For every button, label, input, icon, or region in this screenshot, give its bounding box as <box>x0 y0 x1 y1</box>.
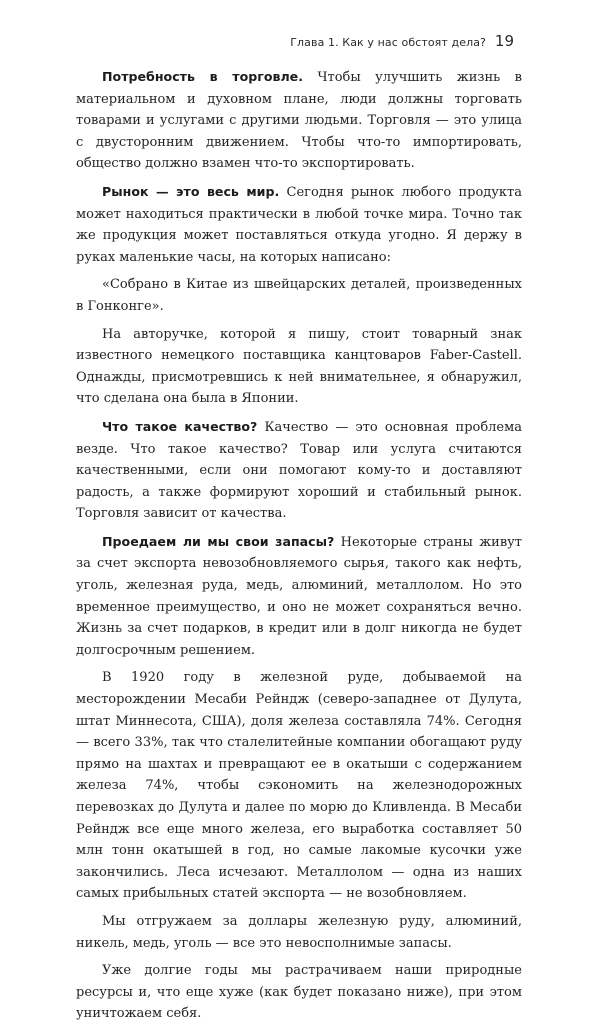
paragraph-text: Сегодня рынок любого продукта может находиться практически в любой точке мира. Точно так же продукция может поставляться откуда угодно. Я держу в руках маленькие часы, на которых написано: <box>76 184 522 265</box>
paragraph-text: Качество — это основная проблема везде. Что такое качество? Товар или услуга считаются качественными, если они помогают кому-то и доставляют радость, а также формируют хороший и стабильный рынок. Торговля зависит от качества. <box>76 419 522 522</box>
paragraph-text: Некоторые страны живут за счет экспорта невозобновляемого сырья, такого как нефть, уголь, железная руда, медь, алюминий, металлолом. Но это временное преимущество, и оно не может сохраняться вечно. Жизнь за счет подарков, в кредит или в долг никогда не будет долгосрочным решением. <box>76 534 522 658</box>
running-head: Глава 1. Как у нас обстоят дела? <box>290 36 486 49</box>
paragraph-pen <box>76 324 522 410</box>
paragraph-reserves <box>76 531 522 662</box>
paragraph-text: «Собрано в Китае из швейцарских деталей, произведенных в Гонконге». <box>76 277 522 314</box>
paragraph-mesabi-range <box>76 667 522 905</box>
paragraph-lead: Рынок — это весь мир. <box>102 183 280 199</box>
paragraph-lead: Что такое качество? <box>102 418 258 434</box>
paragraph-watch-quote <box>76 274 522 317</box>
page-number: 19 <box>494 32 514 50</box>
paragraph-text: Чтобы улучшить жизнь в материальном и духовном плане, люди должны торговать товарами и услугами с другими людьми. Торговля — это улица с двусторонним движением. Чтобы что-то импортировать, общество должно взамен что-то экспортировать. <box>76 70 522 172</box>
paragraph-text: В 1920 году в железной руде, добываемой на месторождении Месаби Рейндж (северо-западнее от Дулута, штат Миннесота, США), доля железа составляла 74%. Сегодня — всего 33%, так что сталелитейные компании обогащают руду прямо на шахтах и превращают ее в окатыши с содержанием железа 74%, чтобы сэкономить на железнодорожных перевозках до Дулута и далее по морю до Кливленда. В Месаби Рейндж все еще много железа, его выработка составляет 50 млн тонн окатышей в год, но самые лакомые кусочки уже закончились. Леса исчезают. Металлолом — одна из наших самых прибыльных статей экспорта — не возобновляем. <box>76 670 522 902</box>
paragraph-text: На авторучке, которой я пишу, стоит товарный знак известного немецкого поставщика канцтоваров Faber-Castell. Однажды, присмотревшись к ней внимательнее, я обнаружил, что сделана она была в Японии. <box>76 326 522 407</box>
paragraph-text: Уже долгие годы мы растрачиваем наши природные ресурсы и, что еще хуже (как будет показано ниже), при этом уничтожаем себя. <box>76 963 522 1022</box>
paragraph-text: Мы отгружаем за доллары железную руду, алюминий, никель, медь, уголь — все это невосполнимые запасы. <box>76 913 522 951</box>
paragraph-exports <box>76 911 522 954</box>
paragraph-world-market <box>76 181 522 268</box>
body-text <box>76 66 522 1031</box>
paragraph-lead: Потребность в торговле. <box>102 69 304 84</box>
paragraph-resources <box>76 960 522 1025</box>
paragraph-quality <box>76 416 522 525</box>
paragraph-trade-need <box>76 66 522 175</box>
paragraph-lead: Проедаем ли мы свои запасы? <box>102 533 335 549</box>
